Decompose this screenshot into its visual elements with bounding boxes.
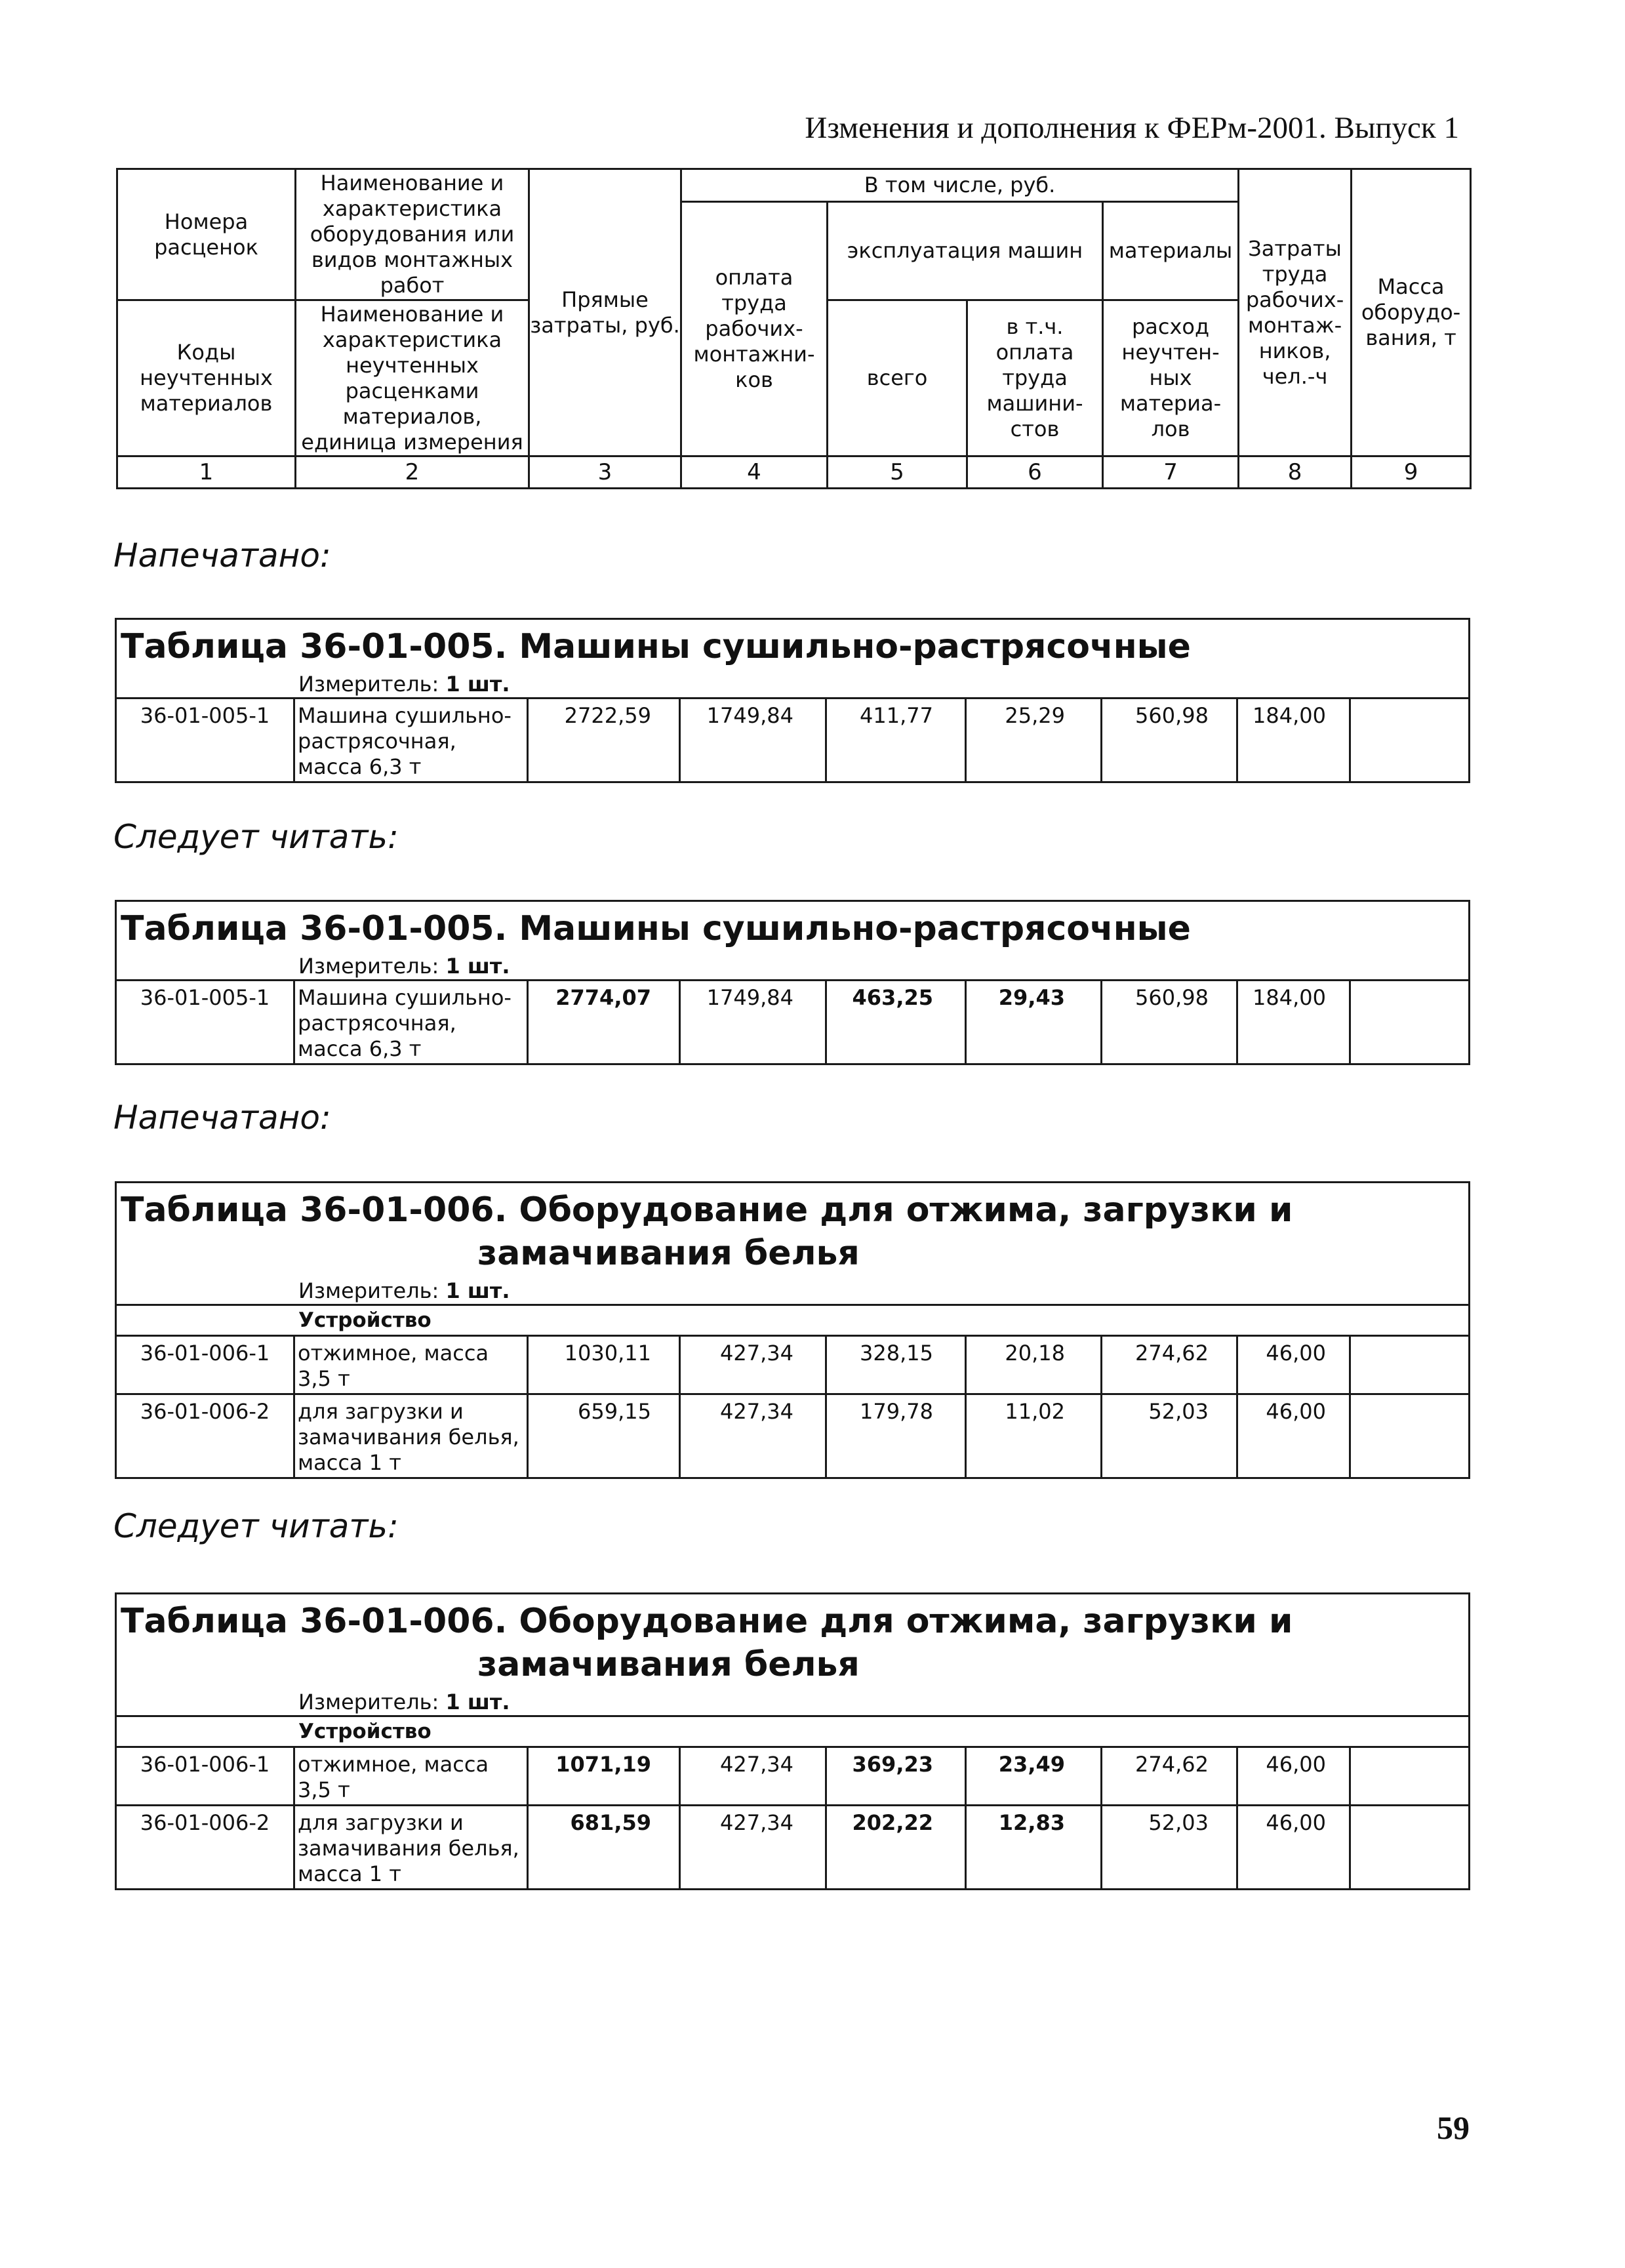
table-title-line2: замачивания белья xyxy=(477,1645,860,1684)
labor-costs: 46,00 xyxy=(1237,1747,1350,1806)
rate-table xyxy=(115,1181,1470,1479)
equipment-mass xyxy=(1350,1336,1470,1394)
materials: 274,62 xyxy=(1102,1336,1237,1394)
note-printed: Напечатано: xyxy=(113,537,331,575)
rate-table xyxy=(115,1592,1470,1890)
measure-line xyxy=(116,1686,1470,1716)
header-worker-pay: оплата труда рабочих-монтажни-ков xyxy=(681,202,828,456)
header-number-row xyxy=(117,456,1471,489)
worker-pay: 1749,84 xyxy=(680,699,826,782)
machinist-pay: 11,02 xyxy=(966,1394,1102,1478)
page-number: 59 xyxy=(1437,2109,1470,2146)
measure-label: Измеритель: xyxy=(298,954,446,979)
col-number: 9 xyxy=(1352,456,1471,489)
group-label: Устройство xyxy=(116,1716,1470,1747)
labor-costs: 46,00 xyxy=(1237,1394,1350,1478)
equipment-mass xyxy=(1350,699,1470,782)
group-label: Устройство xyxy=(116,1305,1470,1336)
table-title: Таблица 36-01-005. Машины сушильно-растрясочные xyxy=(121,909,1191,948)
machinist-pay: 20,18 xyxy=(966,1336,1102,1394)
rate-name: для загрузки и замачивания белья, масса 1 т xyxy=(294,1806,528,1890)
col-number: 5 xyxy=(828,456,967,489)
measure-value: 1 шт. xyxy=(445,954,510,979)
col-number: 2 xyxy=(296,456,529,489)
header-rates-number: Номера расценок xyxy=(117,169,296,300)
rate-name: отжимное, масса 3,5 т xyxy=(294,1747,528,1806)
rate-name: отжимное, масса 3,5 т xyxy=(294,1336,528,1394)
measure-value: 1 шт. xyxy=(445,1690,510,1714)
direct-costs: 1071,19 xyxy=(528,1747,680,1806)
machinist-pay: 25,29 xyxy=(966,699,1102,782)
header-unaccounted-codes: Коды неучтенных материалов xyxy=(117,300,296,456)
labor-costs: 46,00 xyxy=(1237,1806,1350,1890)
direct-costs: 659,15 xyxy=(528,1394,680,1478)
note-should-read: Следует читать: xyxy=(113,1507,399,1545)
labor-costs: 184,00 xyxy=(1237,699,1350,782)
rate-code: 36-01-006-2 xyxy=(116,1806,294,1890)
machinist-pay: 23,49 xyxy=(966,1747,1102,1806)
page-header: Изменения и дополнения к ФЕРм-2001. Выпуск 1 xyxy=(805,111,1459,145)
header-group-including: В том числе, руб. xyxy=(681,169,1239,202)
header-group-machines: эксплуатация машин xyxy=(828,202,1103,300)
table-row xyxy=(116,699,1470,782)
rate-name: для загрузки и замачивания белья, масса 1 т xyxy=(294,1394,528,1478)
materials: 52,03 xyxy=(1102,1394,1237,1478)
header-group-materials: материалы xyxy=(1103,202,1239,300)
table-row xyxy=(116,1747,1470,1806)
rate-name: Машина сушильно-растрясочная, масса 6,3 т xyxy=(294,981,528,1064)
materials: 274,62 xyxy=(1102,1747,1237,1806)
direct-costs: 681,59 xyxy=(528,1806,680,1890)
labor-costs: 184,00 xyxy=(1237,981,1350,1064)
header-unaccounted-materials: Наименование и характеристика неучтенных расценками материалов, единица измерения xyxy=(296,300,529,456)
header-labor-costs: Затраты труда рабочих-монтаж-ников, чел.-ч xyxy=(1239,169,1352,456)
equipment-mass xyxy=(1350,1747,1470,1806)
table-title-line2: замачивания белья xyxy=(477,1234,860,1273)
worker-pay: 427,34 xyxy=(680,1806,826,1890)
labor-costs: 46,00 xyxy=(1237,1336,1350,1394)
rate-code: 36-01-005-1 xyxy=(116,981,294,1064)
rate-code: 36-01-006-1 xyxy=(116,1336,294,1394)
table-row xyxy=(116,981,1470,1064)
worker-pay: 427,34 xyxy=(680,1394,826,1478)
rate-code: 36-01-006-2 xyxy=(116,1394,294,1478)
direct-costs: 1030,11 xyxy=(528,1336,680,1394)
col-number: 6 xyxy=(967,456,1103,489)
measure-line xyxy=(116,1275,1470,1305)
note-printed: Напечатано: xyxy=(113,1099,331,1137)
table-row xyxy=(116,1394,1470,1478)
table-title: Таблица 36-01-005. Машины сушильно-растрясочные xyxy=(121,627,1191,666)
direct-costs: 2774,07 xyxy=(528,981,680,1064)
worker-pay: 427,34 xyxy=(680,1336,826,1394)
machines-total: 411,77 xyxy=(826,699,966,782)
rate-code: 36-01-005-1 xyxy=(116,699,294,782)
rate-table xyxy=(115,900,1470,1065)
measure-value: 1 шт. xyxy=(445,672,510,697)
header-equipment-mass: Масса оборудо-вания, т xyxy=(1352,169,1471,456)
materials: 560,98 xyxy=(1102,981,1237,1064)
header-name-equipment: Наименование и характеристика оборудования или видов монтажных работ xyxy=(296,169,529,300)
table-row xyxy=(116,1806,1470,1890)
header-machinist-pay: в т.ч. оплата труда машини-стов xyxy=(967,300,1103,456)
machines-total: 463,25 xyxy=(826,981,966,1064)
col-number: 1 xyxy=(117,456,296,489)
machinist-pay: 12,83 xyxy=(966,1806,1102,1890)
direct-costs: 2722,59 xyxy=(528,699,680,782)
rate-code: 36-01-006-1 xyxy=(116,1747,294,1806)
machines-total: 328,15 xyxy=(826,1336,966,1394)
measure-label: Измеритель: xyxy=(298,672,446,697)
machines-total: 369,23 xyxy=(826,1747,966,1806)
machinist-pay: 29,43 xyxy=(966,981,1102,1064)
table-row xyxy=(116,1336,1470,1394)
worker-pay: 427,34 xyxy=(680,1747,826,1806)
worker-pay: 1749,84 xyxy=(680,981,826,1064)
measure-label: Измеритель: xyxy=(298,1690,446,1714)
table-title: Таблица 36-01-006. Оборудование для отжима, загрузки и xyxy=(121,1190,1293,1230)
rate-table xyxy=(115,618,1470,783)
header-materials-consumption: расход неучтен-ных материа-лов xyxy=(1103,300,1239,456)
machines-total: 179,78 xyxy=(826,1394,966,1478)
table-title: Таблица 36-01-006. Оборудование для отжима, загрузки и xyxy=(121,1602,1293,1641)
equipment-mass xyxy=(1350,1806,1470,1890)
measure-line xyxy=(116,668,1470,699)
equipment-mass xyxy=(1350,981,1470,1064)
rate-name: Машина сушильно-растрясочная, масса 6,3 т xyxy=(294,699,528,782)
materials: 560,98 xyxy=(1102,699,1237,782)
header-machines-total: всего xyxy=(828,300,967,456)
column-header-table xyxy=(116,168,1472,489)
measure-label: Измеритель: xyxy=(298,1278,446,1303)
note-should-read: Следует читать: xyxy=(113,818,399,856)
equipment-mass xyxy=(1350,1394,1470,1478)
measure-value: 1 шт. xyxy=(445,1278,510,1303)
measure-line xyxy=(116,950,1470,981)
machines-total: 202,22 xyxy=(826,1806,966,1890)
header-direct-costs: Прямые затраты, руб. xyxy=(529,169,681,456)
col-number: 4 xyxy=(681,456,828,489)
col-number: 8 xyxy=(1239,456,1352,489)
col-number: 7 xyxy=(1103,456,1239,489)
materials: 52,03 xyxy=(1102,1806,1237,1890)
col-number: 3 xyxy=(529,456,681,489)
